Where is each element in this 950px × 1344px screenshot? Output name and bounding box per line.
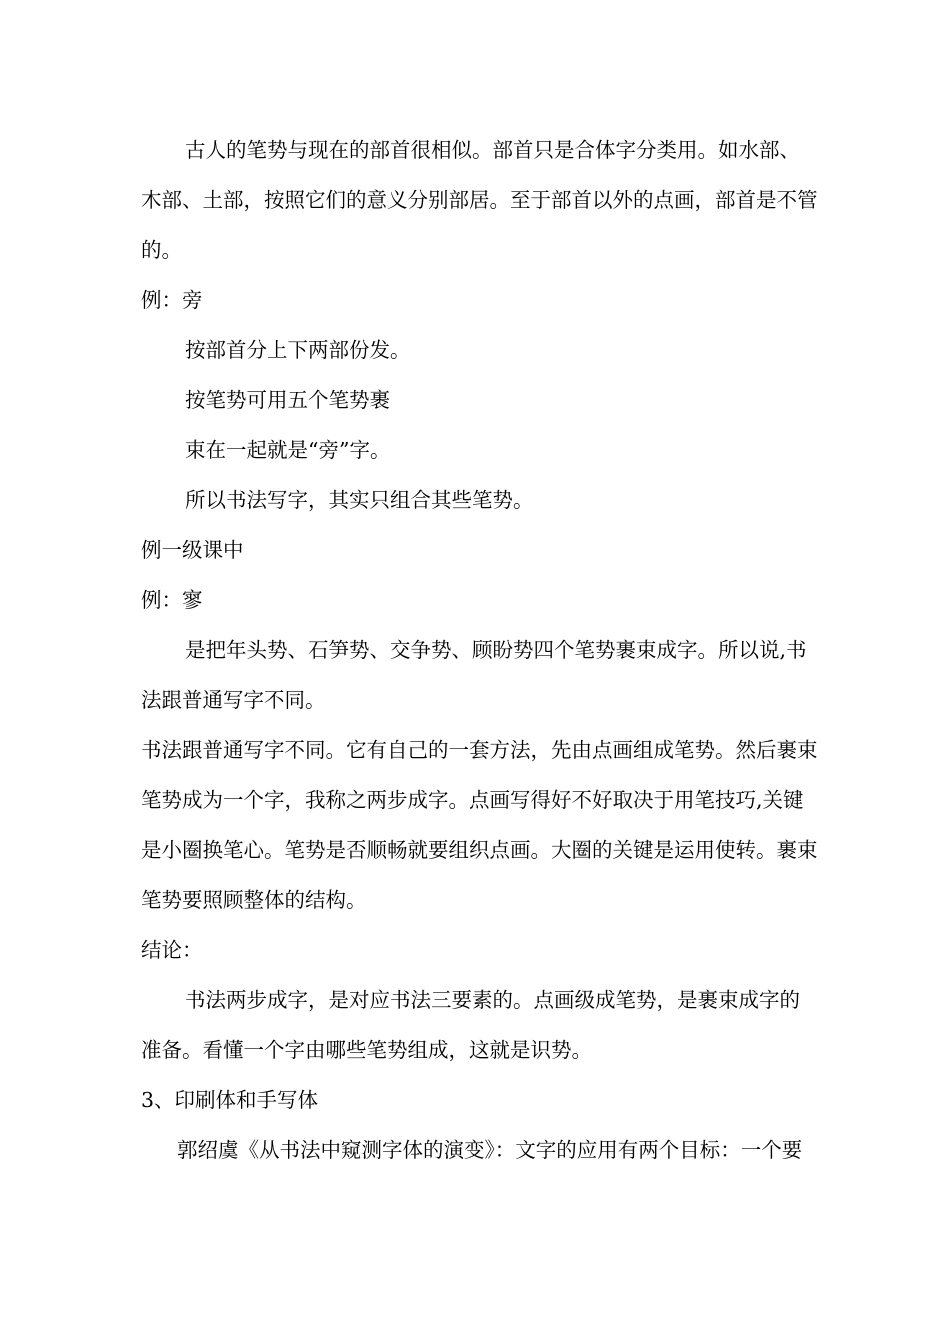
section-heading: 3、印刷体和手写体 (141, 1088, 319, 1112)
example-label: 例一级课中 (141, 538, 244, 562)
paragraph-line: 笔势要照顾整体的结构。 (141, 888, 367, 912)
paragraph-line: 古人的笔势与现在的部首很相似。部首只是合体字分类用。如水部、 (185, 138, 800, 162)
paragraph-line: 束在一起就是“旁”字。 (185, 438, 391, 462)
example-label: 例：旁 (141, 288, 203, 312)
paragraph-line: 木部、土部，按照它们的意义分别部居。至于部首以外的点画，部首是不管 (141, 188, 818, 212)
paragraph-line: 笔势成为一个字，我称之两步成字。点画写得好不好取决于用笔技巧,关键 (141, 788, 804, 812)
conclusion-label: 结论： (141, 938, 203, 962)
paragraph-line: 准备。看懂一个字由哪些笔势组成，这就是识势。 (141, 1038, 592, 1062)
paragraph-line: 的。 (141, 238, 182, 262)
paragraph-line: 郭绍虞《从书法中窥测字体的演变》：文字的应用有两个目标：一个要 (177, 1138, 803, 1162)
paragraph-line: 书法两步成字，是对应书法三要素的。点画级成笔势，是裹束成字的 (185, 988, 800, 1012)
paragraph-line: 法跟普通写字不同。 (141, 688, 326, 712)
paragraph-line: 是小圈换笔心。笔势是否顺畅就要组织点画。大圈的关键是运用使转。裹束 (141, 838, 818, 862)
example-label: 例：寥 (141, 588, 203, 612)
paragraph-line: 书法跟普通写字不同。它有自己的一套方法，先由点画组成笔势。然后裹束 (141, 738, 818, 762)
paragraph-line: 是把年头势、石笋势、交争势、顾盼势四个笔势裹束成字。所以说,书 (185, 638, 807, 662)
paragraph-line: 按部首分上下两部份发。 (185, 338, 411, 362)
paragraph-line: 所以书法写字，其实只组合其些笔势。 (185, 488, 534, 512)
paragraph-line: 按笔势可用五个笔势裹 (185, 388, 390, 412)
